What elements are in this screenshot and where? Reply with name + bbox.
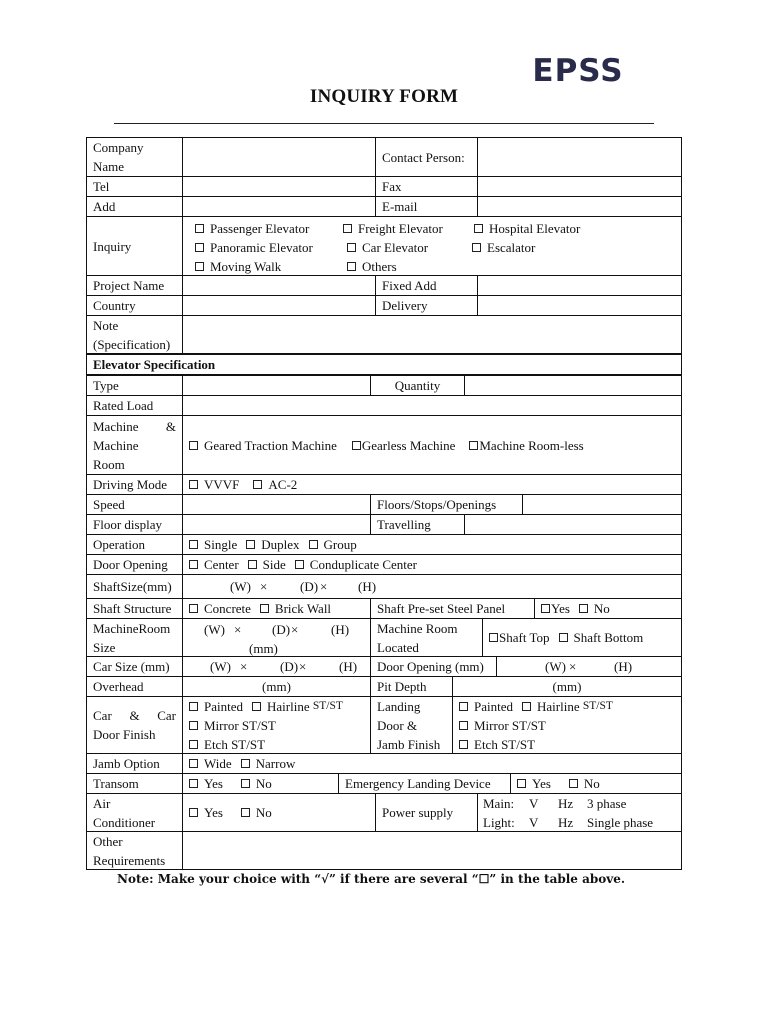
- section-elevator-specification: Elevator Specification: [93, 357, 216, 372]
- checkbox-ac-yes[interactable]: Yes: [189, 803, 223, 822]
- checkbox-landing-painted[interactable]: Painted Hairline ST/ST: [459, 697, 613, 716]
- row-note: [87, 316, 681, 355]
- row-shaft-structure: [87, 599, 681, 619]
- checkbox-icon: [189, 759, 198, 768]
- checkbox-icon: [541, 604, 550, 613]
- checkbox-icon: [459, 702, 468, 711]
- label-door-finish: Door Finish: [93, 727, 156, 742]
- label-travelling: Travelling: [377, 517, 431, 532]
- checkbox-icon: [343, 224, 352, 233]
- row-elevator-spec: [87, 355, 681, 376]
- label-overhead: Overhead: [93, 679, 144, 694]
- label-fax: Fax: [382, 179, 402, 194]
- row-jamb-option: [87, 754, 681, 774]
- label-contact-person: Contact Person:: [382, 149, 465, 165]
- row-project: [87, 276, 681, 296]
- checkbox-icon: [459, 740, 468, 749]
- label-other: Other: [93, 833, 123, 849]
- label-machine-and: Machine &: [93, 418, 176, 434]
- checkbox-single[interactable]: Single: [189, 535, 237, 554]
- checkbox-icon: [189, 560, 198, 569]
- travelling-field[interactable]: [465, 515, 681, 534]
- floor-display-field[interactable]: [183, 515, 371, 534]
- logo-text: EPSS: [532, 56, 624, 84]
- checkbox-icon: [252, 702, 261, 711]
- label-inquiry: Inquiry: [93, 238, 132, 254]
- label-room: Room: [93, 456, 125, 472]
- other-requirements-field[interactable]: [183, 832, 681, 869]
- row-overhead: [87, 677, 681, 697]
- checkbox-landing-etch[interactable]: Etch ST/ST: [459, 735, 613, 754]
- delivery-field[interactable]: [478, 296, 681, 315]
- checkbox-car-elevator[interactable]: Car Elevator: [347, 238, 428, 257]
- row-country: [87, 296, 681, 316]
- label-requirements: Requirements: [93, 852, 166, 868]
- checkbox-icon: [189, 721, 198, 730]
- checkbox-icon: [189, 480, 198, 489]
- checkbox-geared-traction[interactable]: Geared Traction Machine: [189, 436, 337, 455]
- label-shaft-preset-steel-panel: Shaft Pre-set Steel Panel: [377, 601, 506, 616]
- checkbox-icon: [246, 540, 255, 549]
- checkbox-icon: [189, 604, 198, 613]
- label-add: Add: [93, 199, 116, 214]
- rated-load-field[interactable]: [183, 396, 681, 415]
- checkbox-icon: [189, 702, 198, 711]
- checkbox-freight-elevator[interactable]: Freight Elevator: [343, 219, 443, 238]
- checkbox-icon: [189, 740, 198, 749]
- label-floors-stops-openings: Floors/Stops/Openings: [377, 497, 497, 512]
- project-name-field[interactable]: [183, 276, 376, 295]
- epss-logo-icon: [518, 56, 639, 84]
- checkbox-shaft-top[interactable]: Shaft Top: [489, 628, 550, 647]
- label-located: Located: [377, 639, 419, 655]
- checkbox-hospital-elevator[interactable]: Hospital Elevator: [474, 219, 580, 238]
- label-specification: (Specification): [93, 336, 171, 352]
- checkbox-transom-no[interactable]: No: [241, 774, 272, 793]
- checkbox-icon: [474, 224, 483, 233]
- checkbox-conduplicate-center[interactable]: Conduplicate Center: [295, 555, 417, 574]
- checkbox-icon: [522, 702, 531, 711]
- checkbox-icon: [309, 540, 318, 549]
- row-company: [87, 138, 681, 177]
- checkbox-passenger-elevator[interactable]: Passenger Elevator: [195, 219, 309, 238]
- label-tel: Tel: [93, 179, 110, 194]
- tel-field[interactable]: [183, 177, 376, 196]
- overhead-field[interactable]: (mm): [183, 677, 371, 696]
- checkbox-car-etch[interactable]: Etch ST/ST: [189, 735, 343, 754]
- label-jamb-option: Jamb Option: [93, 756, 160, 771]
- checkbox-brick-wall[interactable]: Brick Wall: [260, 599, 331, 618]
- checkbox-vvvf[interactable]: VVVF: [189, 475, 239, 494]
- label-power-supply: Power supply: [382, 805, 454, 820]
- checkbox-icon: [459, 721, 468, 730]
- row-air-conditioner: [87, 794, 681, 832]
- label-driving-mode: Driving Mode: [93, 477, 168, 492]
- checkbox-icon: [195, 224, 204, 233]
- country-field[interactable]: [183, 296, 376, 315]
- label-pit-depth: Pit Depth: [377, 679, 427, 694]
- label-rated-load: Rated Load: [93, 398, 154, 413]
- checkbox-icon: [347, 243, 356, 252]
- label-project-name: Project Name: [93, 278, 165, 293]
- checkbox-shaft-bottom[interactable]: Shaft Bottom: [559, 628, 644, 647]
- label-machineroom: MachineRoom: [93, 620, 171, 636]
- label-door-opening-mm: Door Opening (mm): [377, 659, 484, 674]
- label-email: E-mail: [382, 199, 418, 214]
- label-machine-room: Machine Room: [377, 620, 458, 636]
- label-transom: Transom: [93, 776, 139, 791]
- door-opening-mm-field[interactable]: (W) × (H): [545, 659, 633, 674]
- checkbox-icon: [189, 779, 198, 788]
- label-shaft-size: ShaftSize(mm): [93, 579, 172, 594]
- pit-depth-field[interactable]: (mm): [552, 679, 582, 694]
- checkbox-shaft-panel-no[interactable]: No: [579, 599, 610, 618]
- label-car-size: Car Size (mm): [93, 659, 170, 674]
- title-divider: [114, 123, 654, 124]
- checkbox-side[interactable]: Side: [248, 555, 286, 574]
- checkbox-others[interactable]: Others: [347, 257, 397, 276]
- add-field[interactable]: [183, 197, 376, 216]
- label-country: Country: [93, 298, 136, 313]
- checkbox-gearless[interactable]: Gearless Machine: [352, 436, 456, 455]
- fixed-add-field[interactable]: [478, 276, 681, 295]
- label-door-and: Door &: [377, 717, 418, 733]
- page-title: INQUIRY FORM: [309, 86, 459, 107]
- checkbox-car-mirror[interactable]: Mirror ST/ST: [189, 716, 343, 735]
- checkbox-icon: [489, 633, 498, 642]
- machine-room-size-field[interactable]: (W) × (D) × (H) (mm): [183, 619, 371, 656]
- label-name: Name: [93, 159, 125, 174]
- checkbox-icon: [189, 808, 198, 817]
- label-operation: Operation: [93, 537, 145, 552]
- checkbox-escalator[interactable]: Escalator: [472, 238, 535, 257]
- row-transom: [87, 774, 681, 794]
- row-floor-display: [87, 515, 681, 535]
- row-add: [87, 197, 681, 217]
- checkbox-duplex[interactable]: Duplex: [246, 535, 299, 554]
- row-car-size: [87, 657, 681, 677]
- row-shaft-size: [87, 575, 681, 599]
- row-machine: [87, 416, 681, 475]
- checkbox-eld-no[interactable]: No: [569, 774, 600, 793]
- row-rated-load: [87, 396, 681, 416]
- inquiry-table: [86, 137, 682, 870]
- checkbox-wide[interactable]: Wide: [189, 754, 232, 773]
- checkbox-icon: [189, 540, 198, 549]
- checkbox-ac-no[interactable]: No: [241, 803, 272, 822]
- fax-field[interactable]: [478, 177, 681, 196]
- checkbox-panoramic-elevator[interactable]: Panoramic Elevator: [195, 238, 313, 257]
- label-type: Type: [93, 378, 119, 393]
- checkbox-icon: [241, 808, 250, 817]
- label-landing: Landing: [377, 698, 421, 714]
- checkbox-group[interactable]: Group: [309, 535, 357, 554]
- checkbox-icon: [260, 604, 269, 613]
- note-field[interactable]: [183, 316, 681, 353]
- checkbox-icon: [472, 243, 481, 252]
- type-field[interactable]: [183, 376, 371, 395]
- checkbox-icon: [579, 604, 588, 613]
- email-field[interactable]: [478, 197, 681, 216]
- checkbox-icon: [241, 779, 250, 788]
- speed-field[interactable]: [183, 495, 371, 514]
- label-size: Size: [93, 639, 116, 655]
- row-driving-mode: [87, 475, 681, 495]
- row-car-door-finish: [87, 697, 681, 754]
- checkbox-narrow[interactable]: Narrow: [241, 754, 296, 773]
- checkbox-center[interactable]: Center: [189, 555, 239, 574]
- label-machine: Machine: [93, 437, 139, 453]
- label-door-opening: Door Opening: [93, 557, 168, 572]
- row-speed: [87, 495, 681, 515]
- checkbox-icon: [347, 262, 356, 271]
- checkbox-transom-yes[interactable]: Yes: [189, 774, 223, 793]
- row-operation: [87, 535, 681, 555]
- checkbox-icon: [469, 441, 478, 450]
- label-speed: Speed: [93, 497, 125, 512]
- row-machine-room-size: [87, 619, 681, 657]
- label-conditioner: Conditioner: [93, 814, 156, 830]
- label-delivery: Delivery: [382, 298, 428, 313]
- checkbox-landing-mirror[interactable]: Mirror ST/ST: [459, 716, 613, 735]
- checkbox-ac2[interactable]: AC-2: [253, 475, 297, 494]
- epss-logo: [518, 56, 639, 84]
- checkbox-icon: [253, 480, 262, 489]
- row-inquiry: [87, 217, 681, 276]
- label-fixed-add: Fixed Add: [382, 278, 437, 293]
- company-name-field[interactable]: [183, 138, 376, 176]
- checkbox-eld-yes[interactable]: Yes: [517, 774, 551, 793]
- label-car-and-car: Car & Car: [93, 708, 176, 723]
- label-jamb-finish: Jamb Finish: [377, 736, 441, 752]
- checkbox-icon: [559, 633, 568, 642]
- checkbox-car-painted[interactable]: Painted Hairline ST/ST: [189, 697, 343, 716]
- row-tel: [87, 177, 681, 197]
- car-size-field[interactable]: (W) × (D) × (H): [183, 657, 371, 676]
- label-emergency-landing-device: Emergency Landing Device: [345, 776, 491, 791]
- checkbox-icon: [248, 560, 257, 569]
- checkbox-icon: [189, 441, 198, 450]
- checkbox-icon: [195, 243, 204, 252]
- checkbox-icon: [352, 441, 361, 450]
- checkbox-icon: [195, 262, 204, 271]
- contact-person-field[interactable]: [478, 138, 681, 176]
- quantity-field[interactable]: [465, 376, 681, 395]
- floors-stops-field[interactable]: [523, 495, 681, 514]
- row-type: [87, 376, 681, 396]
- checkbox-machine-room-less[interactable]: Machine Room-less: [469, 436, 583, 455]
- label-air: Air: [93, 795, 111, 811]
- row-door-opening: [87, 555, 681, 575]
- checkbox-moving-walk[interactable]: Moving Walk: [195, 257, 281, 276]
- footer-note: Note: Make your choice with “√” if there are several “☐” in the table above.: [117, 872, 626, 886]
- label-note: Note: [93, 317, 119, 333]
- label-shaft-structure: Shaft Structure: [93, 601, 172, 616]
- label-quantity: Quantity: [394, 378, 441, 393]
- label-company: Company: [93, 140, 144, 155]
- checkbox-icon: [295, 560, 304, 569]
- shaft-size-field[interactable]: (W) × (D) × (H): [230, 579, 377, 594]
- checkbox-icon: [569, 779, 578, 788]
- row-other-requirements: [87, 832, 681, 869]
- checkbox-shaft-panel-yes[interactable]: Yes: [541, 599, 570, 618]
- power-supply-field[interactable]: Main: V Hz 3 phase Light: V Hz Single phase: [483, 796, 654, 830]
- checkbox-concrete[interactable]: Concrete: [189, 599, 251, 618]
- label-floor-display: Floor display: [93, 517, 162, 532]
- checkbox-icon: [241, 759, 250, 768]
- checkbox-icon: [517, 779, 526, 788]
